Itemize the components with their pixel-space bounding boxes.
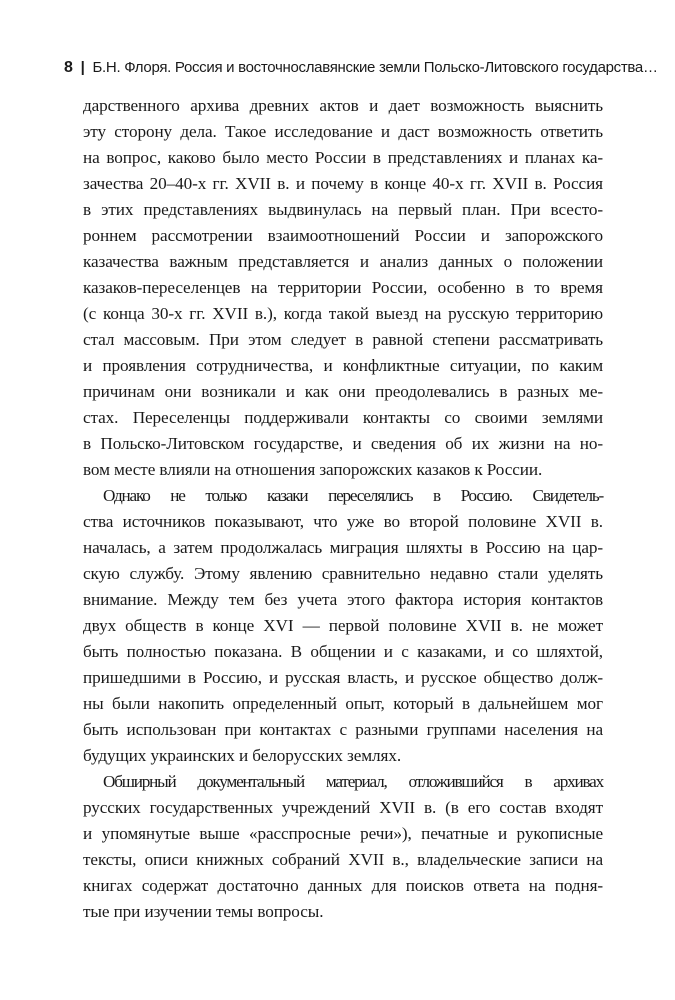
text-line: скую службу. Этому явлению сравнительно недавно стали уделять bbox=[83, 564, 603, 583]
text-line: и проявления сотрудничества, и конфликтные ситуации, по каким bbox=[83, 356, 603, 375]
text-line: русских государственных учреждений XVII в. (в его состав входят bbox=[83, 798, 603, 817]
running-header bbox=[64, 58, 658, 78]
text-line: Обширный документальный материал, отложившийся в архивах bbox=[103, 772, 603, 791]
text-line: ства источников показывают, что уже во второй половине XVII в. bbox=[83, 512, 603, 531]
text-line: и упомянутые выше «расспросные речи»), печатные и рукописные bbox=[83, 824, 603, 843]
main-text bbox=[83, 93, 603, 925]
text-line: роннем рассмотрении взаимоотношений России и запорожского bbox=[83, 226, 603, 245]
text-line: стах. Переселенцы поддерживали контакты со своими землями bbox=[83, 408, 603, 427]
text-line: началась, а затем продолжалась миграция шляхты в Россию на цар- bbox=[83, 538, 603, 557]
text-line: эту сторону дела. Такое исследование и даст возможность ответить bbox=[83, 122, 603, 141]
text-line: на вопрос, каково было место России в представлениях и планах ка- bbox=[83, 148, 603, 167]
text-line: дарственного архива древних актов и дает возможность выяснить bbox=[83, 96, 603, 115]
text-line: Однако не только казаки переселялись в Россию. Свидетель- bbox=[103, 486, 603, 505]
text-line: в Польско-Литовском государстве, и сведения об их жизни на но- bbox=[83, 434, 603, 453]
header-separator: | bbox=[80, 59, 85, 76]
running-title: Б.Н. Флоря. Россия и восточнославянские земли Польско-Литовского государства… bbox=[92, 59, 658, 76]
text-line: зачества 20–40-х гг. XVII в. и почему в конце 40-х гг. XVII в. Россия bbox=[83, 174, 603, 193]
text-line: вом месте влияли на отношения запорожских казаков к России. bbox=[83, 460, 543, 479]
text-line: быть полностью показана. В общении и с казаками, и со шляхтой, bbox=[83, 642, 603, 661]
paragraph bbox=[83, 93, 603, 483]
text-line: тексты, описи книжных собраний XVII в., владельческие записи на bbox=[83, 850, 603, 869]
text-line: быть использован при контактах с разными группами населения на bbox=[83, 720, 603, 739]
text-line: казачества важным представляется и анализ данных о положении bbox=[83, 252, 603, 271]
text-line: двух обществ в конце XVI — первой половине XVII в. не может bbox=[83, 616, 603, 635]
text-line: причинам они возникали и как они преодолевались в разных ме- bbox=[83, 382, 603, 401]
text-line: казаков-переселенцев на территории России, особенно в то время bbox=[83, 278, 603, 297]
text-line: книгах содержат достаточно данных для поисков ответа на подня- bbox=[83, 876, 603, 895]
text-line: стал массовым. При этом следует в равной степени рассматривать bbox=[83, 330, 603, 349]
text-line: пришедшими в Россию, и русская власть, и русское общество долж- bbox=[83, 668, 603, 687]
text-line: (с конца 30-х гг. XVII в.), когда такой выезд на русскую территорию bbox=[83, 304, 603, 323]
text-line: будущих украинских и белорусских землях. bbox=[83, 746, 402, 765]
paragraph bbox=[83, 769, 603, 925]
page-number: 8 bbox=[64, 59, 73, 76]
text-line: внимание. Между тем без учета этого фактора история контактов bbox=[83, 590, 603, 609]
text-line: в этих представлениях выдвинулась на первый план. При всесто- bbox=[83, 200, 603, 219]
text-line: тые при изучении темы вопросы. bbox=[83, 902, 324, 921]
text-line: ны были накопить определенный опыт, который в дальнейшем мог bbox=[83, 694, 603, 713]
paragraph bbox=[83, 483, 603, 769]
